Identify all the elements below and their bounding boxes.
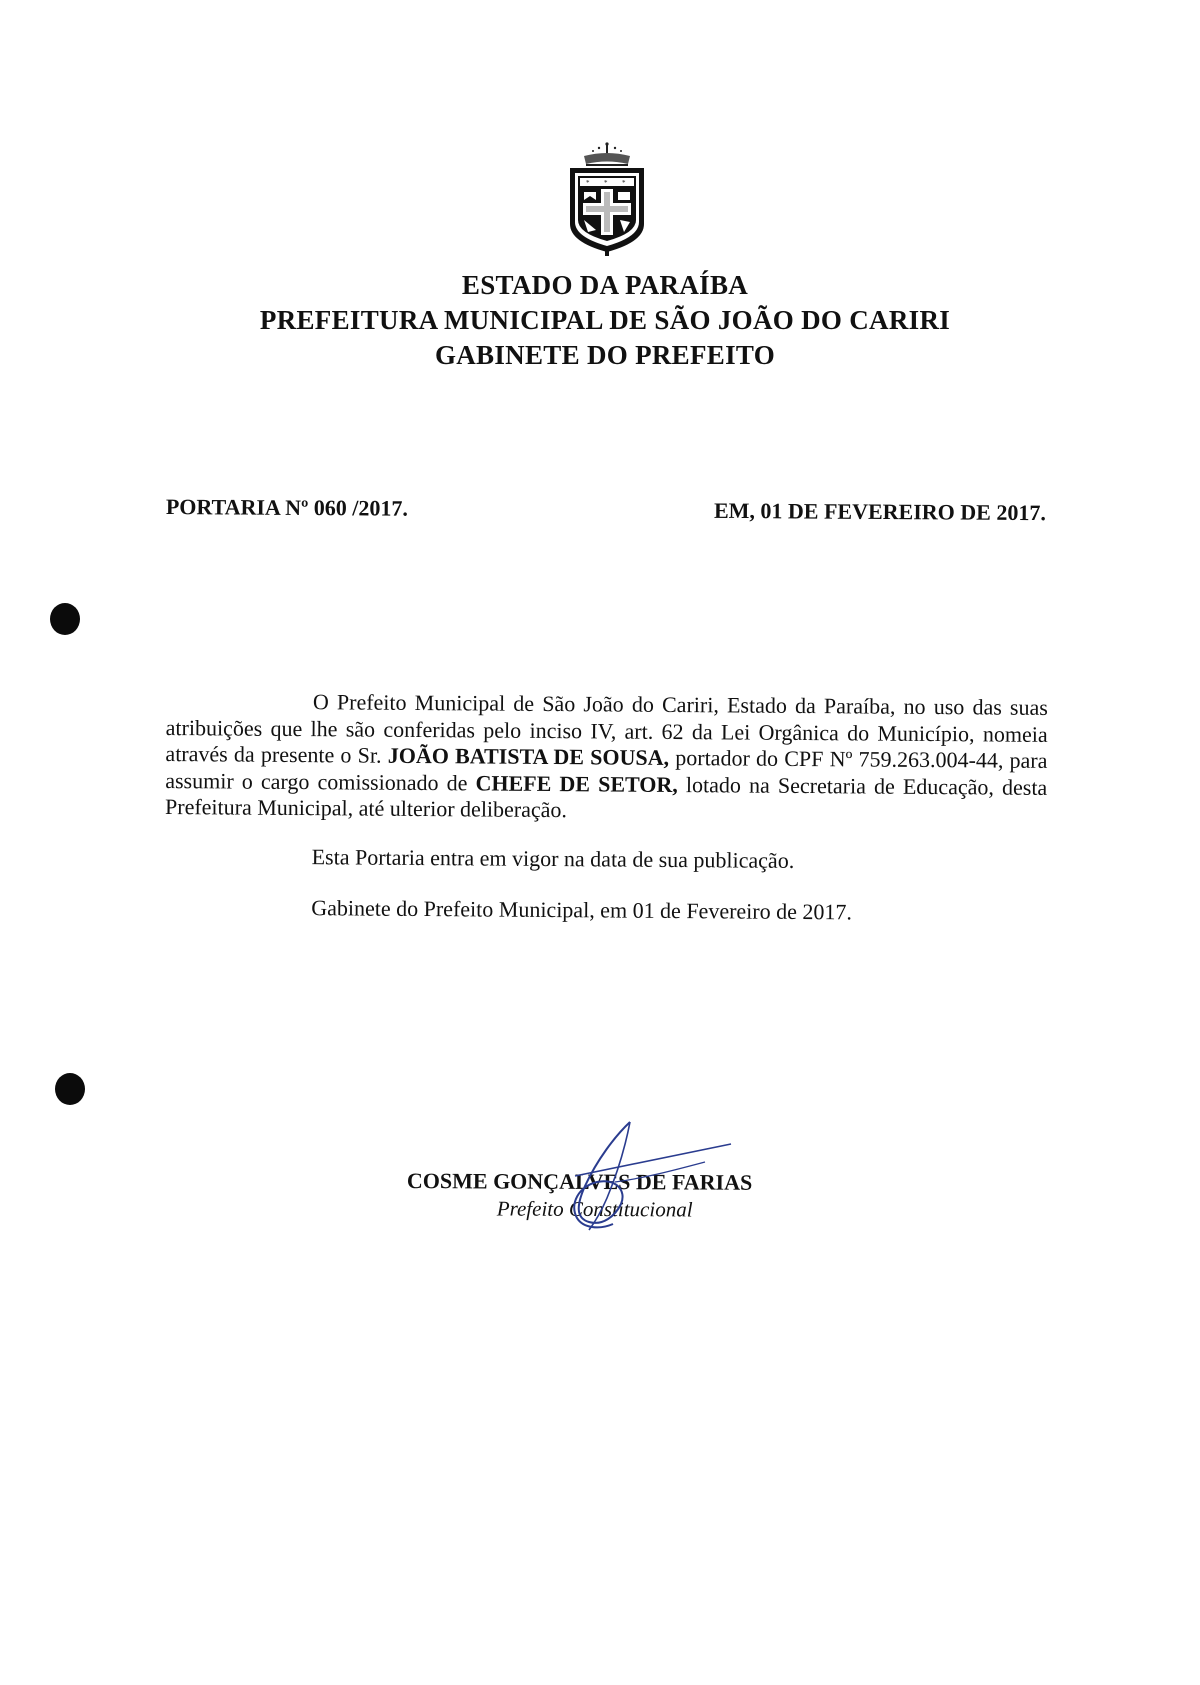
effective-date-paragraph: Esta Portaria entra em vigor na data de sua publicação.: [311, 843, 795, 873]
paragraph-text: O Prefeito Municipal de São João do Cariri, Estado da Paraíba, no uso das suas atribuições que lhe são conferidas pelo inciso IV, art. 62 da Lei Orgânica do Município, nomeia através da presente o Sr.: [165, 689, 1048, 768]
document-body: [164, 688, 1048, 927]
state-heading: ESTADO DA PARAÍBA: [461, 270, 749, 300]
appointee-name: JOÃO BATISTA DE SOUSA,: [387, 742, 670, 770]
municipality-heading: PREFEITURA MUNICIPAL DE SÃO JOÃO DO CARIRI: [259, 305, 951, 335]
signer-name: COSME GONÇALVES DE FARIAS: [406, 1168, 753, 1195]
coat-of-arms-icon: [566, 140, 648, 258]
punch-hole: [50, 603, 80, 635]
portaria-date: EM, 01 DE FEVEREIRO DE 2017.: [713, 497, 1046, 526]
svg-text:*: *: [586, 179, 590, 187]
signer-role: Prefeito Constitucional: [496, 1196, 693, 1222]
appointment-paragraph: [165, 688, 1048, 827]
punch-hole: [55, 1073, 85, 1105]
handwritten-signature: [555, 1118, 755, 1238]
position-title: CHEFE DE SETOR,: [475, 769, 678, 797]
svg-text:*: *: [604, 179, 608, 187]
office-heading: GABINETE DO PREFEITO: [434, 340, 776, 370]
paragraph-text: portador do CPF Nº 759.263.004-44, para assumir o cargo comissionado de: [165, 744, 1048, 795]
portaria-header-line: [166, 494, 1046, 530]
svg-text:*: *: [622, 179, 626, 187]
closing-paragraph: Gabinete do Prefeito Municipal, em 01 de Fevereiro de 2017.: [311, 895, 853, 925]
letterhead: [200, 268, 1010, 373]
portaria-number: PORTARIA Nº 060 /2017.: [165, 494, 408, 521]
paragraph-text: lotado na Secretaria de Educação, desta Prefeitura Municipal, até ulterior deliberação.: [164, 771, 1048, 823]
